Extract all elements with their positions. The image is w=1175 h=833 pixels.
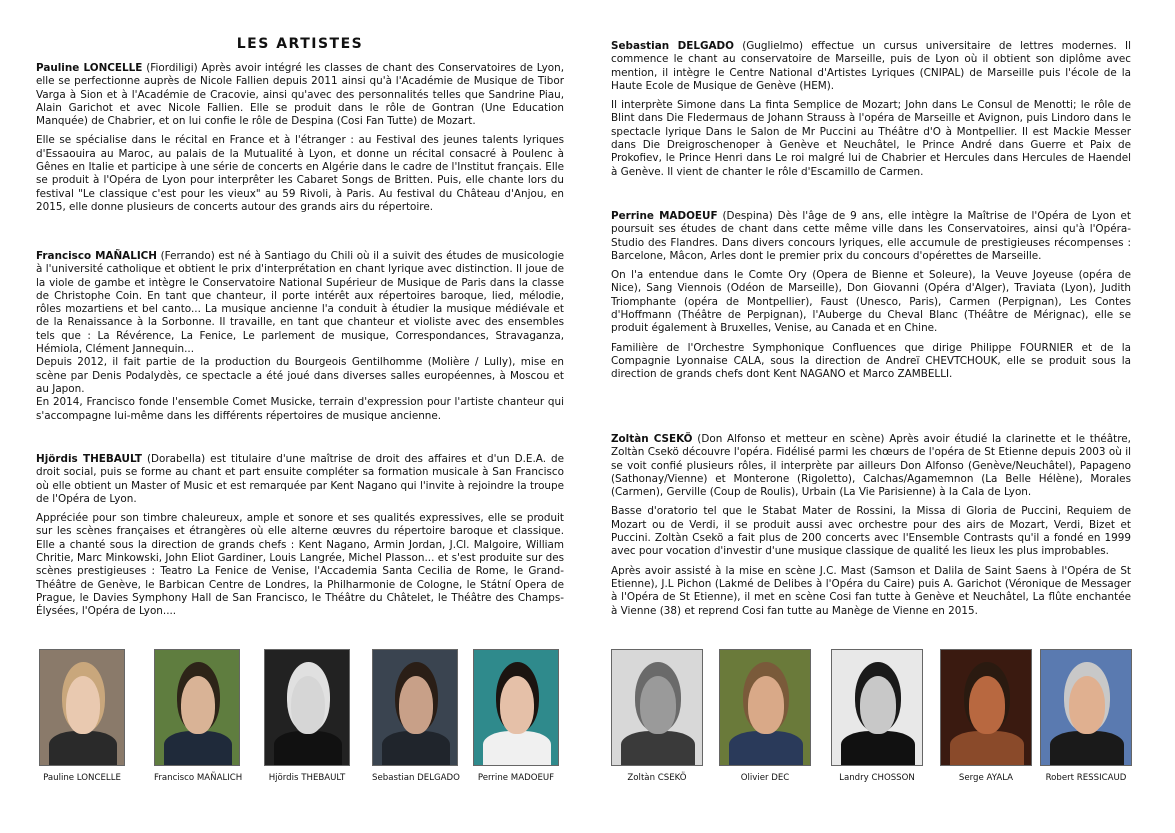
- photo-caption: Francisco MAÑALICH: [154, 773, 243, 783]
- bio-loncelle: [36, 62, 564, 220]
- portrait-image: [473, 649, 559, 766]
- portrait-face: [500, 676, 534, 734]
- portrait-face: [969, 676, 1006, 734]
- artist-photo: [372, 649, 458, 783]
- portrait-shoulders: [1050, 731, 1124, 765]
- artist-name: Hjördis THEBAULT: [36, 453, 142, 465]
- artist-name: Perrine MADOEUF: [611, 210, 718, 222]
- artist-name: Sebastian DELGADO: [611, 40, 734, 52]
- bio-text: Elle se spécialise dans le récital en France et à l'étranger : au Festival des jeunes talents lyriques d'Essaouira au Maroc, au palais de la Mutualité à Lyon, et donne un récital consacré à Poulenc à Gênes en Italie et participe à une série de concerts en Algérie dans le cadre de l'Institut français. Elle se produit à l'Opéra de Lyon pour interprêter les Cabaret Songs de Britten. Puis, elle chante lors du festival "Le classique c'est pour les vieux" au 59 Rivoli, à Paris. Au festival du Château d'Anjou, en 2015, elle donne plusieurs de concerts autour des grands airs du répertoire.: [36, 134, 564, 213]
- photo-caption: Serge AYALA: [958, 773, 1014, 783]
- bio-text: Familière de l'Orchestre Symphonique Confluences que dirige Philippe FOURNIER et de la Compagnie Lyonnaise CALA, sous la direction de Andreï CHEVTCHOUK, elle se produit sous la direction de grands chefs dont Kent NAGANO et Marco ZAMBELLI.: [611, 341, 1131, 381]
- portrait-image: [154, 649, 240, 766]
- portrait-image: [611, 649, 703, 766]
- bio-text: Après avoir étudié la clarinette et le théâtre, Zoltàn Csekö découvre l'opéra. Fidélisé parmi les chœurs de l'opéra de St Etienne depuis 2003 où il se voit confié plusieurs rôles, il interprète par ailleurs Don Alfonso (Genève/Neuchâtel), Papageno (Sathonay/Vienne) et Monterone (Rigoletto), Calchas/Agamemnon (La Belle Hélène), Morales (Carmen), Gerville (Coup de Roulis), Urbain (La Vie Parisienne) à la Cala de Lyon.: [611, 433, 1131, 499]
- portrait-face: [66, 676, 100, 734]
- portrait-image: [831, 649, 923, 766]
- portrait-shoulders: [49, 731, 118, 765]
- artist-role: (Fiordiligi): [142, 62, 198, 74]
- bio-manalich: [36, 250, 564, 423]
- portrait-image: [940, 649, 1032, 766]
- photo-caption: Landry CHOSSON: [839, 773, 915, 783]
- artist-photo: [473, 649, 559, 783]
- photo-caption: Pauline LONCELLE: [43, 773, 121, 783]
- photo-caption: Sebastian DELGADO: [372, 773, 460, 783]
- portrait-image: [1040, 649, 1132, 766]
- photo-caption: Zoltàn CSEKÖ: [627, 773, 687, 783]
- bio-text: Après avoir intégré les classes de chant des Conservatoires de Lyon, elle se perfectionne auprès de Nicole Fallien depuis 2011 ainsi qu'à l'Académie de Musique de Tibor Varga à Sion et à l'Académie de Cracovie, ainsi qu'avec des personnalités telles que Sandrine Piau, Alain Garichot et avec Nicole Fallien. Elle se produit dans le rôle de Gontran (Une Education Manquée) de Chabrier, et on lui confie le rôle de Despina (Cosi Fan Tutte) de Mozart.: [36, 62, 565, 128]
- artist-role: (Guglielmo): [734, 40, 804, 52]
- artist-photo: [611, 649, 703, 783]
- bio-text: En 2014, Francisco fonde l'ensemble Comet Musicke, terrain d'expression pour l'artiste chanteur qui s'accompagne lui-même dans les différents répertoires de musique ancienne.: [36, 396, 564, 422]
- portrait-image: [39, 649, 125, 766]
- artist-name: Zoltàn CSEKÖ: [611, 433, 693, 445]
- bio-text: Dès l'âge de 9 ans, elle intègre la Maîtrise de l'Opéra de Lyon et poursuit ses études de chant dans cette même ville dans les Conservatoires, ainsi qu'à l'Opéra-Studio des Flandres. Dans divers concours lyriques, elle accumule de prestigieuses récompenses : Barcelone, Mâcon, Arles dont le premier prix du concours d'opérettes de Marseille.: [611, 210, 1131, 262]
- portrait-shoulders: [621, 731, 695, 765]
- bio-delgado: [611, 40, 1131, 185]
- bio-text: Après avoir assisté à la mise en scène J.C. Mast (Samson et Dalila de Saint Saens à l'Opéra de St Etienne), J.L Pichon (Lakmé de Delibes à l'Opéra du Caire) puis A. Garichot (Véronique de Messager à l'Opéra de St Etienne), il met en scène Cosi fan tutte à Genève et Neuchâtel, La flûte enchantée à Vienne (38) et reprend Cosi fan tutte au Manège de Vienne en 2015.: [611, 564, 1131, 617]
- photo-caption: Olivier DEC: [740, 773, 790, 783]
- bio-text: Depuis 2012, il fait partie de la production du Bourgeois Gentilhomme (Molière / Lully), mise en scène par Denis Podalydès, ce spectacle a été joué dans diverses salles européennes, à Moscou et au Japon.: [36, 356, 564, 395]
- portrait-shoulders: [729, 731, 803, 765]
- artist-photo: [154, 649, 243, 783]
- portrait-face: [748, 676, 785, 734]
- bio-text: Appréciée pour son timbre chaleureux, ample et sonore et ses qualités expressives, elle se produit sur les scènes françaises et étrangères où elle alterne œuvres du répertoire baroque et classique. Elle a chanté sous la direction de grands chefs : Kent Nagano, Armin Jordan, J.Cl. Malgoire, William Chritie, Marc Minkowski, John Eliot Gardiner, Louis Langrée, Michel Plasson... et s'est produite sur des scènes prestigieuses : Teatro La Fenice de Venise, l'Accademia Santa Cecilia de Rome, le Grand-Théâtre de Genève, le Barbican Centre de Londres, la Philharmonie de Cologne, le Státní Opera de Prague, le Davies Symphony Hall de San Francisco, le Théâtre du Châtelet, le Théâtre des Champs-Élysées, l'Opéra de Lyon....: [36, 512, 564, 618]
- portrait-shoulders: [164, 731, 233, 765]
- portrait-face: [860, 676, 897, 734]
- portrait-face: [399, 676, 433, 734]
- portrait-shoulders: [950, 731, 1024, 765]
- portrait-face: [181, 676, 215, 734]
- artist-name: Pauline LONCELLE: [36, 62, 143, 74]
- artist-role: (Don Alfonso et metteur en scène): [692, 433, 885, 445]
- artist-role: (Ferrando): [157, 250, 215, 262]
- portrait-image: [719, 649, 811, 766]
- portrait-image: [372, 649, 458, 766]
- bio-text: Il interprète Simone dans La finta Semplice de Mozart; John dans Le Consul de Menotti; le rôle de Blint dans Die Fledermaus de Johann Strauss à l'opéra de Marseille et Avignon, puis Lindoro dans le spectacle lyrique Dans le Salon de Mr Puccini au Théâtre d'O à Montpellier. Il est Mackie Messer dans Die Dreigroschenoper à Genève et Neuchâtel, le Prince André dans Guerre et Paix de Prokofiev, le Prince Henri dans Le roi malgré lui de Chabrier et Hercules dans Hercules de Haendel à Genève. Il vient de chanter le rôle d'Escamillo de Carmen.: [611, 99, 1131, 178]
- portrait-shoulders: [274, 731, 343, 765]
- photo-caption: Hjördis THEBAULT: [268, 773, 346, 783]
- portrait-shoulders: [382, 731, 451, 765]
- bio-text: est titulaire d'une maîtrise de droit des affaires et d'un D.E.A. de droit social, puis se forme au chant et part ensuite compléter sa formation musicale à San Francisco où elle obtient un Master of Music et est remarquée par Kent Nagano qui l'invite à rejoindre la troupe de l'Opéra de Lyon.: [36, 453, 564, 505]
- artist-photo: [940, 649, 1032, 783]
- artist-role: (Dorabella): [141, 453, 206, 465]
- artist-photo: [264, 649, 350, 783]
- bio-text: effectue un cursus universitaire de lettres modernes. Il commence le chant au conservatoire de Marseille, puis de Lyon où il obtient son diplôme avec mention, il intègre le Centre National d'Artistes Lyriques (CNIPAL) de Marseille puis l'école de la Haute Ecole de Musique de Genève (HEM).: [611, 40, 1131, 92]
- bio-text: Basse d'oratorio tel que le Stabat Mater de Rossini, la Missa di Gloria de Puccini, Requiem de Mozart ou de Verdi, il se produit aussi avec orchestre pour des airs de Mozart, Verdi, Bizet et Puccini. Zoltàn Csekö a fait plus de 200 concerts avec l'Ensemble Contrasts qu'il a fondé en 1999 avec pour vocation d'investir d'une musique classique de qualité les lieux les plus improbables.: [611, 505, 1131, 558]
- portrait-face: [291, 676, 325, 734]
- bio-text: On l'a entendue dans le Comte Ory (Opera de Bienne et Soleure), la Veuve Joyeuse (opéra de Nice), Sang Viennois (Odéon de Marseille), Don Giovanni (Opéra d'Alger), Traviata (Lyon), Judith Triomphante (opéra de Montpellier), Faust (Unesco, Paris), Carmen (Perpignan), Les Contes d'Hoffmann (Théâtre de Perpignan), l'Auberge du Cheval Blanc (Théâtre de Mérignac), elle se produit également à Bruxelles, Venise, au Canada et en Chine.: [611, 269, 1131, 335]
- artist-photo: [39, 649, 125, 783]
- artist-photo: [831, 649, 923, 783]
- artist-photo: [719, 649, 811, 783]
- artist-photo: [1040, 649, 1132, 783]
- bio-madoeuf: [611, 210, 1131, 388]
- bio-text: est né à Santiago du Chili où il a suivit des études de musicologie à l'université catholique et obtient le prix d'interprétation en chant lyrique avec distinction. Il joue de la viole de gambe et intègre le Conservatoire National Supérieur de Musique de Paris dans la classe de Christophe Coin. En tant que chanteur, il porte intérêt aux répertoires baroque, lied, mélodie, rôles mozartiens et bel canto... La musique ancienne l'a conduit à étudier la musique médiévale et de la Renaissance à la Sorbonne. Il travaille, en tant que chanteur et violiste avec des ensembles tels que : La Révérence, La Fenice, Le parlement de musique, Correspondances, Stravaganza, Hémiola, Clément Jannequin...: [36, 250, 564, 356]
- photo-caption: Robert RESSICAUD: [1045, 773, 1127, 783]
- portrait-face: [640, 676, 677, 734]
- portrait-shoulders: [841, 731, 915, 765]
- page-title: LES ARTISTES: [236, 36, 364, 52]
- bio-thebault: [36, 453, 564, 625]
- portrait-face: [1069, 676, 1106, 734]
- bio-cseko: [611, 433, 1131, 624]
- photo-caption: Perrine MADOEUF: [477, 773, 555, 783]
- portrait-shoulders: [483, 731, 552, 765]
- artist-role: (Despina): [717, 210, 773, 222]
- portrait-image: [264, 649, 350, 766]
- artist-name: Francisco MAÑALICH: [36, 250, 158, 262]
